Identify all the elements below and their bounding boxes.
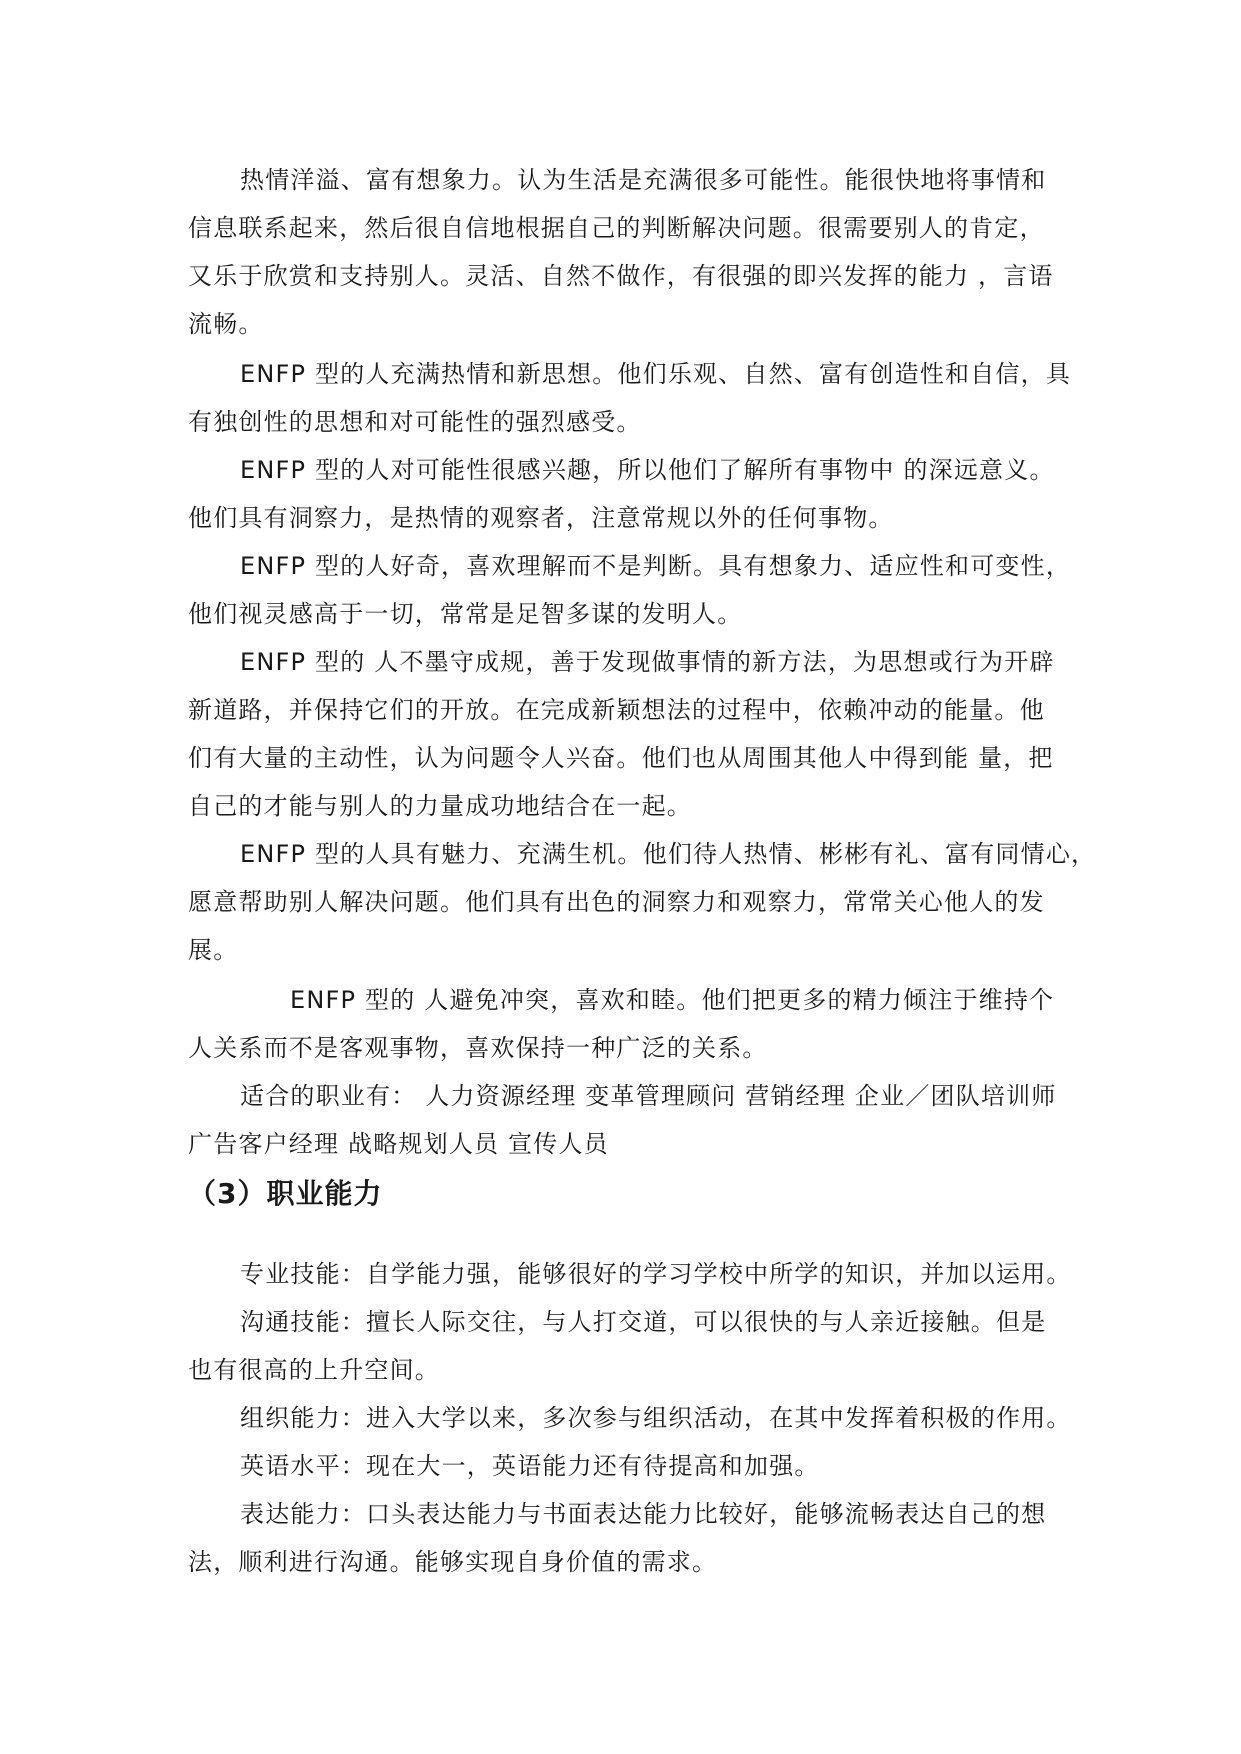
skill-communication-line-2: 也有很高的上升空间。 [188,1356,440,1384]
skill-communication-line-1: 沟通技能：擅长人际交往，与人打交道，可以很快的与人亲近接触。但是 [240,1308,1047,1336]
enfp-para-3-line-1: ENFP 型的人好奇，喜欢理解而不是判断。具有想象力、适应性和可变性， [240,552,1072,580]
intro-line-2: 信息联系起来，然后很自信地根据自己的判断解决问题。很需要别人的肯定， [188,214,1045,242]
enfp-para-6-line-2: 人关系而不是客观事物，喜欢保持一种广泛的关系。 [188,1034,768,1062]
enfp-para-5-line-3: 展。 [188,936,239,964]
careers-line-2: 广告客户经理 战略规划人员 宣传人员 [188,1130,609,1158]
skill-professional-line-1: 专业技能：自学能力强，能够很好的学习学校中所学的知识，并加以运用。 [240,1260,1072,1288]
intro-line-3: 又乐于欣赏和支持别人。灵活、自然不做作，有很强的即兴发挥的能力 ，言语 [188,262,1054,290]
section-heading: （3）职业能力 [188,1177,383,1210]
enfp-para-4-line-1: ENFP 型的 人不墨守成规，善于发现做事情的新方法，为思想或行为开辟 [240,648,1055,676]
enfp-para-1-line-2: 有独创性的思想和对可能性的强烈感受。 [188,408,642,436]
enfp-para-3-line-2: 他们视灵感高于一切，常常是足智多谋的发明人。 [188,600,743,628]
enfp-para-5-line-2: 愿意帮助别人解决问题。他们具有出色的洞察力和观察力，常常关心他人的发 [188,888,1045,916]
skill-organization-line-1: 组织能力：进入大学以来，多次参与组织活动，在其中发挥着积极的作用。 [240,1404,1072,1432]
intro-line-1: 热情洋溢、富有想象力。认为生活是充满很多可能性。能很快地将事情和 [240,166,1047,194]
enfp-para-6-line-1: ENFP 型的 人避免冲突，喜欢和睦。他们把更多的精力倾注于维持个 [290,986,1055,1014]
intro-line-4: 流畅。 [188,310,264,338]
enfp-para-2-line-1: ENFP 型的人对可能性很感兴趣，所以他们了解所有事物中 的深远意义。 [240,456,1055,484]
skill-english-line-1: 英语水平：现在大一，英语能力还有待提高和加强。 [240,1452,820,1480]
enfp-para-1-line-1: ENFP 型的人充满热情和新思想。他们乐观、自然、富有创造性和自信，具 [240,360,1072,388]
careers-line-1: 适合的职业有： 人力资源经理 变革管理顾问 营销经理 企业／团队培训师 [240,1082,1057,1110]
skill-expression-line-1: 表达能力：口头表达能力与书面表达能力比较好，能够流畅表达自己的想 [240,1500,1047,1528]
skill-expression-line-2: 法，顺利进行沟通。能够实现自身价值的需求。 [188,1548,718,1576]
enfp-para-5-line-1: ENFP 型的人具有魅力、充满生机。他们待人热情、彬彬有礼、富有同情心， [240,840,1097,868]
enfp-para-4-line-3: 们有大量的主动性，认为问题令人兴奋。他们也从周围其他人中得到能 量，把 [188,744,1054,772]
enfp-para-2-line-2: 他们具有洞察力，是热情的观察者，注意常规以外的任何事物。 [188,504,894,532]
enfp-para-4-line-4: 自己的才能与别人的力量成功地结合在一起。 [188,792,692,820]
enfp-para-4-line-2: 新道路，并保持它们的开放。在完成新颖想法的过程中，依赖冲动的能量。他 [188,696,1045,724]
